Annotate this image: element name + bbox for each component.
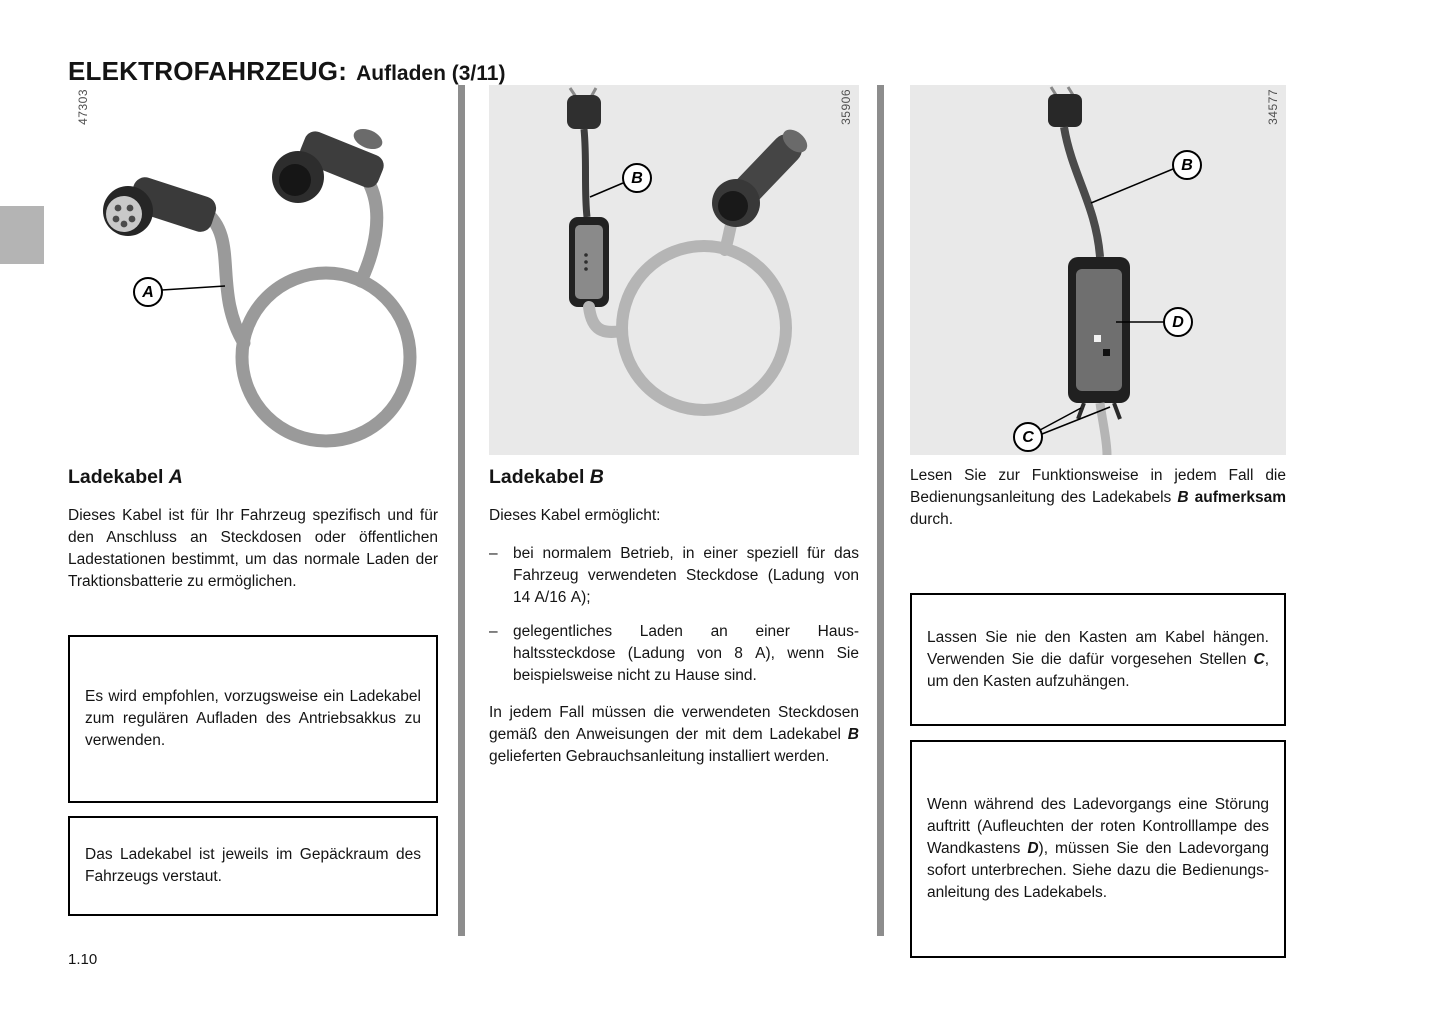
indicator-led: [584, 253, 588, 257]
figure-number: 34577: [1266, 89, 1280, 125]
label-a-line: [162, 286, 225, 290]
cable-letter: D: [1027, 840, 1039, 857]
heading-cable-b: [489, 465, 859, 489]
figure-cable-b: [489, 85, 859, 455]
list-dash: –: [489, 622, 498, 640]
chapter-tab-marker: [0, 206, 44, 264]
cable-segment: [361, 185, 377, 281]
column-wall-box: [910, 85, 1286, 958]
cable-letter: B: [589, 466, 604, 488]
label-d-letter: D: [1172, 314, 1184, 331]
cable-segment: [204, 211, 244, 343]
label-a-letter: A: [142, 284, 154, 301]
cable-b-intro: Dieses Kabel ermöglicht:: [489, 507, 661, 525]
figure-cable-a: [68, 85, 438, 455]
column-divider: [877, 85, 884, 936]
cable-b-photo: [489, 85, 859, 455]
figure-number: 35906: [839, 89, 853, 125]
indicator-led: [584, 267, 588, 271]
page-number: 1.10: [68, 951, 98, 968]
cable-b-closing: [489, 702, 859, 768]
indicator-led: [584, 260, 588, 264]
cable-letter: B: [847, 726, 859, 744]
text-run: durch.: [910, 511, 954, 528]
cable-a-photo: [68, 85, 438, 455]
wall-box: [1068, 257, 1130, 403]
list-item-text: gelegentliches Laden an einer Haushaltssteckdose (Ladung von 8 A), wenn Sie beispielsweise nicht zu Hause sind.: [513, 622, 859, 684]
note-box-fault: [910, 740, 1286, 958]
cable-a-description: Dieses Kabel ist für Ihr Fahrzeug spezifisch und für den Anschluss an Steckdosen oder öffentlichen Ladestationen bestimmt, um das normale Laden der Traktionsbatterie zu ermöglichen.: [68, 507, 438, 591]
emphasis-text: aufmerksam: [1194, 489, 1286, 506]
indicator-led-dark: [1103, 349, 1110, 356]
cable-b-usage-list: [489, 543, 859, 687]
page-title-sub: Aufladen (3/11): [356, 62, 506, 86]
list-item: [489, 621, 859, 687]
note-box-recommendation: [68, 635, 438, 803]
column-divider: [458, 85, 465, 936]
text-run: ), müssen Sie den Ladevorgang sofort unterbrechen. Siehe dazu die Bedienungsanleitung des Ladekabels.: [927, 840, 1269, 901]
cable-letter: B: [1177, 489, 1189, 506]
text-run: Lesen Sie zur Funktionsweise in jedem Fall die Bedienungsanleitung des Ladekabels: [910, 467, 1286, 506]
cable-segment: [725, 225, 731, 250]
text-run: Lassen Sie nie den Kasten am Kabel hängen. Verwenden Sie die dafür vorgesehen Stellen: [927, 628, 1269, 668]
page-title: [68, 51, 505, 88]
charging-connector-left: [103, 174, 219, 236]
column-cable-a: [68, 85, 438, 916]
cable-letter: A: [168, 466, 183, 488]
cable-segment: [584, 129, 587, 217]
note-box-hanging: [910, 593, 1286, 726]
list-item: [489, 543, 859, 609]
list-item-text: bei normalem Betrieb, in einer speziell für das Fahrzeug verwendeten Steckdose (Ladung von 14 A/16 A);: [513, 544, 859, 606]
heading-text: Ladekabel: [68, 466, 169, 488]
cable-letter: C: [1253, 650, 1265, 668]
label-c-letter: C: [1022, 429, 1034, 446]
indicator-led-white: [1094, 335, 1101, 342]
label-b-letter: B: [1181, 157, 1193, 174]
heading-cable-a: [68, 465, 438, 489]
note-text: [927, 794, 1269, 904]
note-text: Es wird empfohlen, vorzugsweise ein Ladekabel zum regulären Aufladen des Antriebsakkus zu verwenden.: [85, 688, 421, 750]
wall-box-intro: [910, 465, 1286, 531]
text-run: Wenn während des Ladevorgangs eine Störung auftritt (Aufleuchten der roten Kontrolllampe des Wandkastens: [927, 796, 1269, 857]
text-run: , um den Kasten aufzuhängen.: [927, 650, 1269, 690]
control-box: [569, 217, 609, 307]
label-b-letter: B: [631, 170, 643, 187]
note-box-storage: [68, 816, 438, 916]
figure-wall-box: [910, 85, 1286, 455]
list-dash: –: [489, 544, 498, 562]
figure-number: 47303: [76, 89, 90, 125]
cable-loop: [242, 273, 410, 441]
column-cable-b: [489, 85, 859, 784]
wall-box-photo: [910, 85, 1286, 455]
note-text: [927, 627, 1269, 693]
page-title-main: ELEKTROFAHRZEUG:: [68, 56, 348, 87]
note-text: Das Ladekabel ist jeweils im Gepäckraum des Fahrzeugs verstaut.: [85, 846, 421, 886]
text-run: gelieferten Gebrauchsanleitung installiert werden.: [489, 748, 830, 766]
text-run: In jedem Fall müssen die verwendeten Steckdosen gemäß den Anweisungen der mit dem Ladekabel: [489, 704, 859, 744]
label-a-callout: [134, 278, 225, 306]
heading-text: Ladekabel: [489, 466, 590, 488]
